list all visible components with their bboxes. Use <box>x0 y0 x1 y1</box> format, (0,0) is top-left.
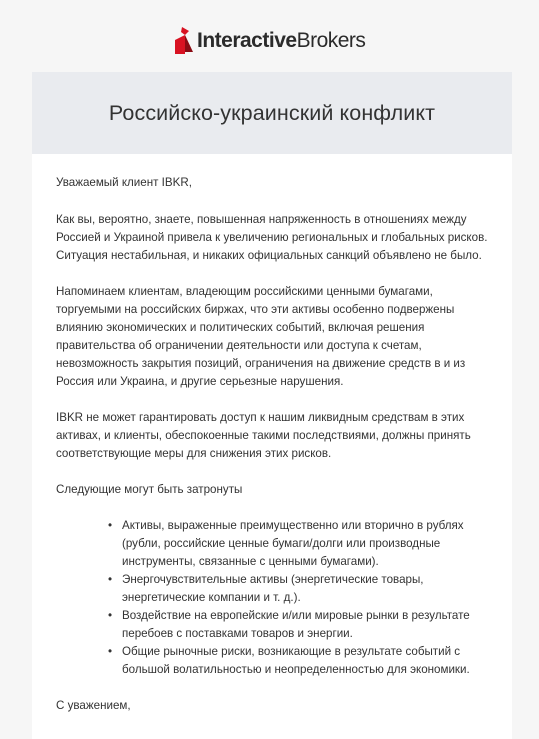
list-item <box>108 607 488 643</box>
list-item-text: Воздействие на европейские и/или мировые рынки в результате перебоев с поставками товаров и энергии. <box>122 609 470 640</box>
paragraph-reminder: Напоминаем клиентам, владеющим российскими ценными бумагами, торгуемыми на российских биржах, что эти активы особенно подвержены влиянию экономических и политических событий, включая решения правительства об ограничении деятельности или доступа к счетам, невозможность закрытия позиций, ограничения на движение средств в и из Россия или Украина, и другие серьезные нарушения. <box>56 285 466 388</box>
list-item <box>108 643 488 679</box>
list-item <box>108 571 488 607</box>
email-card <box>32 72 512 739</box>
affected-list <box>56 517 488 679</box>
email-body <box>32 154 512 715</box>
brand-name-light: Brokers <box>296 28 366 52</box>
list-item <box>108 517 488 571</box>
list-item-text: Общие рыночные риски, возникающие в результате событий с большой волатильностью и неопределенностью для экономики. <box>122 645 470 676</box>
bullet-icon: • <box>108 645 113 658</box>
greeting: Уважаемый клиент IBKR, <box>56 176 192 189</box>
brand-logo <box>173 22 365 58</box>
bullet-icon: • <box>108 609 113 622</box>
list-item-text: Энергочувствительные активы (энергетические товары, энергетические компании и т. д.). <box>122 573 424 604</box>
paragraph-guarantee: IBKR не может гарантировать доступ к нашим ликвидным средствам в этих активах, и клиенты, обеспокоенные такими последствиями, должны принять соответствующие меры для снижения этих рисков. <box>56 411 471 460</box>
closing: С уважением, <box>56 699 131 712</box>
paragraph-affected-intro: Следующие могут быть затронуты <box>56 483 243 496</box>
paragraph-intro: Как вы, вероятно, знаете, повышенная напряженность в отношениях между Россией и Украиной привела к увеличению региональных и глобальных рисков. Ситуация нестабильная, и никаких официальных санкций объявлено не было. <box>56 213 488 262</box>
brand-wordmark <box>197 30 365 51</box>
ib-logo-icon <box>173 24 195 56</box>
brand-name-bold: Interactive <box>197 28 297 52</box>
bullet-icon: • <box>108 573 113 586</box>
list-item-text: Активы, выраженные преимущественно или вторично в рублях (рубли, российские ценные бумаги/долги или производные инструменты, связанные с ценными бумагами). <box>122 519 464 568</box>
page-title: Российско-украинский конфликт <box>108 100 436 125</box>
email-header <box>32 72 512 154</box>
bullet-icon: • <box>108 519 113 532</box>
